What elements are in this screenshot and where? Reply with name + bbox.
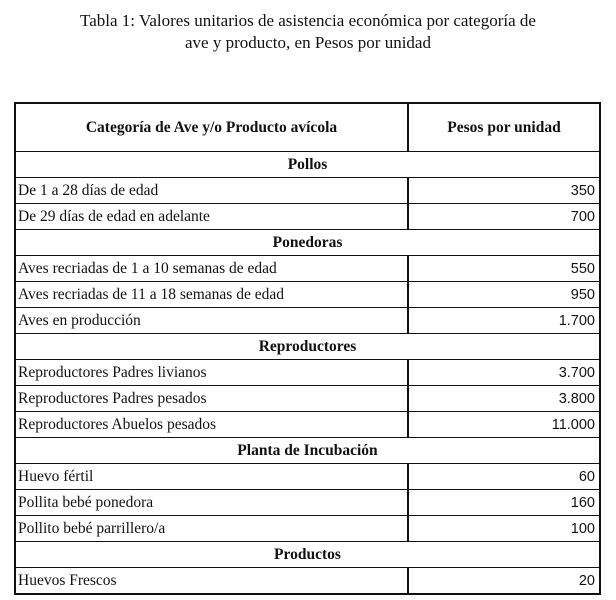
header-category: Categoría de Ave y/o Producto avícola <box>16 104 409 151</box>
table-header-row <box>16 104 599 151</box>
row-label: Aves en producción <box>16 308 409 333</box>
row-value: 3.700 <box>558 364 595 381</box>
section-title: Productos <box>274 545 341 563</box>
header-value: Pesos por unidad <box>447 118 561 136</box>
table-caption <box>0 10 616 54</box>
section-title: Planta de Incubación <box>237 441 378 459</box>
section-row-planta-incubacion <box>16 437 599 463</box>
row-label: Aves recriadas de 11 a 18 semanas de edad <box>16 282 409 307</box>
caption-line-1: Tabla 1: Valores unitarios de asistencia económica por categoría de <box>80 11 536 30</box>
row-label: Reproductores Padres livianos <box>16 360 409 385</box>
table-row <box>16 411 599 437</box>
caption-line-2: ave y producto, en Pesos por unidad <box>185 33 431 52</box>
row-value: 11.000 <box>551 416 595 433</box>
row-value: 20 <box>578 572 595 589</box>
row-value: 950 <box>570 286 595 303</box>
table-row <box>16 463 599 489</box>
row-label: Pollito bebé parrillero/a <box>16 516 409 541</box>
row-label: De 1 a 28 días de edad <box>16 178 409 203</box>
section-title: Ponedoras <box>272 233 343 251</box>
section-title: Reproductores <box>258 337 357 355</box>
row-label: Pollita bebé ponedora <box>16 490 409 515</box>
table-row <box>16 359 599 385</box>
table-row <box>16 255 599 281</box>
row-value: 160 <box>570 494 595 511</box>
values-table <box>14 102 601 595</box>
row-label: Aves recriadas de 1 a 10 semanas de edad <box>16 256 409 281</box>
row-value: 550 <box>570 260 595 277</box>
row-value: 100 <box>570 520 595 537</box>
row-value: 700 <box>570 208 595 225</box>
table-row <box>16 515 599 541</box>
table-row <box>16 567 599 593</box>
table-row <box>16 203 599 229</box>
table-row <box>16 281 599 307</box>
section-row-pollos <box>16 151 599 177</box>
row-label: Reproductores Padres pesados <box>16 386 409 411</box>
row-value: 350 <box>570 182 595 199</box>
table-row <box>16 177 599 203</box>
section-title: Pollos <box>287 155 328 173</box>
table-row <box>16 489 599 515</box>
table-row <box>16 307 599 333</box>
table-row <box>16 385 599 411</box>
section-row-productos <box>16 541 599 567</box>
row-value: 3.800 <box>558 390 595 407</box>
section-row-ponedoras <box>16 229 599 255</box>
row-label: Huevos Frescos <box>16 568 409 593</box>
row-label: De 29 días de edad en adelante <box>16 204 409 229</box>
row-label: Huevo fértil <box>16 464 409 489</box>
row-label: Reproductores Abuelos pesados <box>16 412 409 437</box>
row-value: 60 <box>578 468 595 485</box>
section-row-reproductores <box>16 333 599 359</box>
row-value: 1.700 <box>558 312 595 329</box>
